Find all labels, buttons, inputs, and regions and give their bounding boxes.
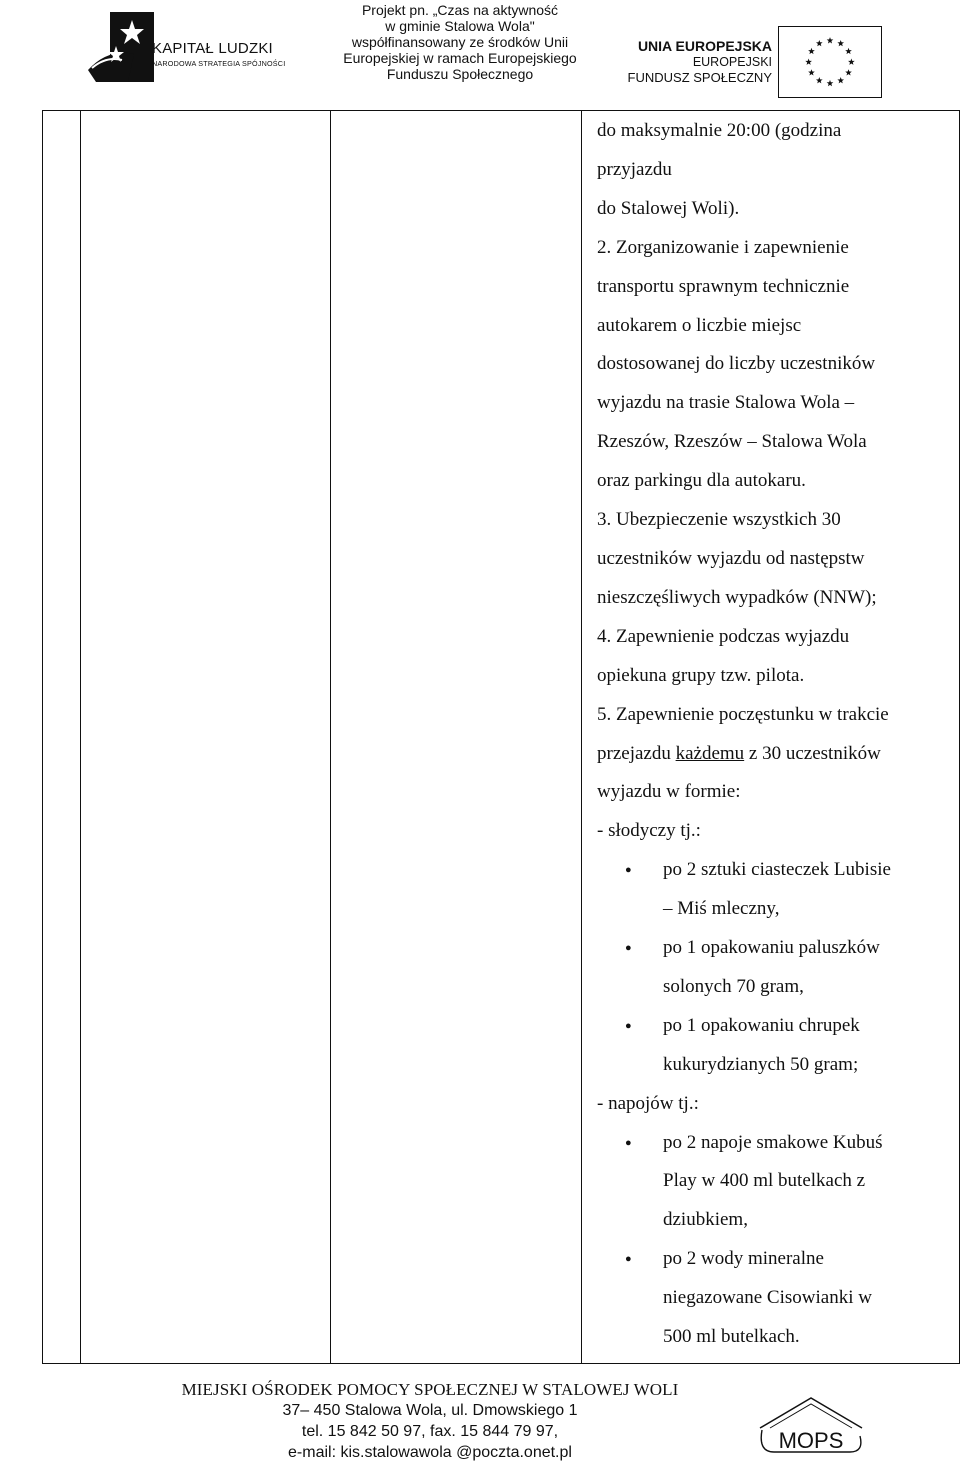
eu-line-1: UNIA EUROPEJSKA <box>637 38 772 54</box>
text-line: transportu sprawnym technicznie <box>597 275 850 297</box>
eu-flag-icon <box>778 26 882 98</box>
list-item: ● po 1 opakowaniu paluszków solonych 70 gram, <box>597 929 959 1007</box>
eu-star-icon <box>848 59 855 65</box>
eu-line-3: FUNDUSZ SPOŁECZNY <box>627 70 772 85</box>
project-line: współfinansowany ze środków Unii <box>351 34 569 50</box>
text-line: Rzeszów, Rzeszów – Stalowa Wola <box>597 431 867 453</box>
text-line: 3. Ubezpieczenie wszystkich 30 <box>597 509 841 531</box>
text-fragment: przejazdu <box>597 742 676 764</box>
text-line: oraz parkingu dla autokaru. <box>597 470 806 492</box>
text-line: wyjazdu w formie: <box>597 781 741 803</box>
table-column-divider <box>80 111 81 1363</box>
table-column-divider <box>581 111 582 1363</box>
text-line: nieszczęśliwych wypadków (NNW); <box>597 586 877 608</box>
email-line: e-mail: kis.stalowawola @poczta.onet.pl <box>288 1444 572 1461</box>
text-line: do Stalowej Woli). <box>597 197 740 219</box>
mops-logo-text: MOPS <box>778 1428 844 1453</box>
eu-line-2: EUROPEJSKI <box>692 55 772 69</box>
list-item: ● po 2 sztuki ciasteczek Lubisie – Miś mleczny, <box>597 851 959 929</box>
eu-star-icon <box>808 69 815 75</box>
list-item: ● po 1 opakowaniu chrupek kukurydzianych 50 gram; <box>597 1007 959 1085</box>
eu-star-icon <box>845 48 852 54</box>
footer-address <box>150 1380 710 1463</box>
eu-star-icon <box>805 59 812 65</box>
text-line: do maksymalnie 20:00 (godzina <box>597 120 842 141</box>
eu-star-icon <box>827 80 834 86</box>
table-border-left <box>42 111 43 1363</box>
eu-star-icon <box>827 37 834 43</box>
sweets-heading: - słodyczy tj.: <box>597 820 701 842</box>
eu-star-icon <box>816 40 823 46</box>
project-line: w gminie Stalowa Wola" <box>385 18 535 34</box>
eu-star-icon <box>808 48 815 54</box>
table-cell-description <box>597 112 959 1357</box>
address-line: 37– 450 Stalowa Wola, ul. Dmowskiego 1 <box>282 1402 578 1419</box>
text-line <box>597 735 959 774</box>
phone-fax-line: tel. 15 842 50 97, fax. 15 844 79 97, <box>301 1423 559 1440</box>
kapital-ludzki-title: KAPITAŁ LUDZKI <box>152 40 273 57</box>
underlined-word: każdemu <box>675 742 745 764</box>
text-line: dostosowanej do liczby uczestników <box>597 353 876 375</box>
drinks-heading: - napojów tj.: <box>597 1092 699 1114</box>
project-line: Projekt pn. „Czas na aktywność <box>361 2 559 18</box>
project-description <box>330 2 590 82</box>
list-item: ● po 2 napoje smakowe Kubuś Play w 400 ml butelkach z dziubkiem, <box>597 1124 959 1241</box>
kapital-ludzki-subtitle: NARODOWA STRATEGIA SPÓJNOŚCI <box>152 59 286 68</box>
drinks-list <box>597 1124 959 1357</box>
text-line: 4. Zapewnienie podczas wyjazdu <box>597 625 850 647</box>
project-line: Europejskiej w ramach Europejskiego <box>343 50 577 66</box>
table-column-divider <box>330 111 331 1363</box>
eu-star-icon <box>816 77 823 83</box>
eu-star-icon <box>837 77 844 83</box>
text-line: uczestników wyjazdu od następstw <box>597 547 865 569</box>
text-fragment: z 30 uczestników <box>744 742 881 764</box>
text-line: autokarem o liczbie miejsc <box>597 314 802 336</box>
list-item: ● po 2 wody mineralne niegazowane Cisowianki w 500 ml butelkach. <box>597 1240 959 1357</box>
text-line: 2. Zorganizowanie i zapewnienie <box>597 236 849 258</box>
mops-logo <box>752 1392 870 1458</box>
eu-text <box>612 38 772 86</box>
kapital-ludzki-logo <box>88 8 160 86</box>
eu-star-icon <box>837 40 844 46</box>
project-line: Funduszu Społecznego <box>386 66 534 82</box>
text-line: wyjazdu na trasie Stalowa Wola – <box>597 392 855 414</box>
sweets-list <box>597 851 959 1084</box>
institution-name: MIEJSKI OŚRODEK POMOCY SPOŁECZNEJ W STALOWEJ WOLI <box>181 1380 679 1399</box>
eu-star-icon <box>845 69 852 75</box>
text-line: 5. Zapewnienie poczęstunku w trakcie <box>597 703 889 725</box>
text-line: przyjazdu <box>597 158 672 180</box>
text-line: opiekuna grupy tzw. pilota. <box>597 664 805 686</box>
